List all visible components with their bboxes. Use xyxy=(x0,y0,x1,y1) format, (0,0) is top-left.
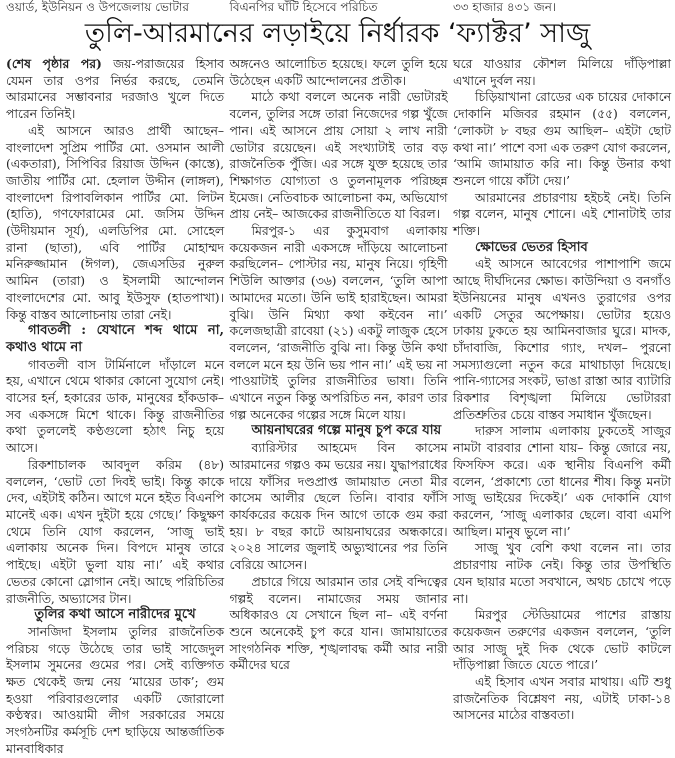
subheading: ক্ষোভের ভেতর হিসাব xyxy=(475,239,588,255)
paragraph: গাবতলী বাস টার্মিনালে দাঁড়ালে মনে হয়, এখানে থেমে থাকার কোনো সুযোগ নেই। বাসের হর্ন, হকারের ডাক, মানুষের হাঁকডাক– সব একসঙ্গে মিশে থাকে। কিন্তু রাজনীতির কথা তুললেই কণ্ঠগুলো হঠাৎ নিচু হয়ে আসে। xyxy=(6,357,224,456)
paragraph: অঙ্গনেও আলোচিত হয়েছে। ফলে তুলি হয়ে উঠেছেন একটি আন্দোলনের প্রতীক। xyxy=(229,57,448,88)
paragraph: মাঠে কথা বললে অনেক নারী ভোটারই বলেন, তুলির সঙ্গে তারা নিজেদের গল্প খুঁজে পান। এই আসনে প্রায় সোয়া ২ লাখ নারী ভোটার রয়েছেন। এই সংখ্যাটাই তার বড় রাজনৈতিক পুঁজি। এর সঙ্গে যুক্ত হয়েছে তার শিক্ষাগত যোগ্যতা ও তুলনামূলক পরিচ্ছন্ন ইমেজ। নেতিবাচক আলোচনা কম, অভিযোগ প্রায় নেই– আজকের রাজনীতিতে যা বিরল। xyxy=(229,90,448,222)
cutoff-text: ওয়ার্ড, ইউনিয়ন ও উপজেলায় ভোটার xyxy=(6,0,189,14)
paragraph: প্রচারে গিয়ে আরমান তার সেই বন্দিত্বের গল্পই বলেন। নামাজের সময় জানার অধিকারও যে সেখানে ছিল না– এই বর্ণনা শুনে অনেকেই চুপ করে যান। জামায়াতের সাংগঠনিক শক্তি, শৃঙ্খলাবদ্ধ কর্মী আর নারী কর্মীদের ঘরে xyxy=(229,574,448,673)
continued-from-label: (শেষ পৃষ্ঠার পর) xyxy=(6,56,102,71)
article-headline: তুলি-আরমানের লড়াইয়ে নির্ধারক ‘ফ্যাক্টর’ সাজু xyxy=(84,18,591,49)
article-column-3 xyxy=(453,56,671,724)
subheading: আয়নাঘরের গল্পে মানুষ চুপ করে যায় xyxy=(251,423,442,439)
paragraph xyxy=(6,56,224,123)
subheading: তুলির কথা আসে নারীদের মুখে xyxy=(34,607,196,623)
article-columns xyxy=(0,56,675,758)
paragraph: ব্যারিস্টার আহমেদ বিন কাসেম আরমানের গল্পও কম ভয়ের নয়। যুদ্ধাপরাধের দায়ে ফাঁসির দণ্ডপ্রাপ্ত জামায়াত নেতা মীর কাসেম আলীর ছেলে তিনি। বাবার ফাঁসি কার্যকরের কয়েক দিন আগে তাকে গুম করা হয়। ৮ বছর কাটে আয়নাঘরের অন্ধকারে। ২০২৪ সালের জুলাই অভ্যুত্থানের পর তিনি বেরিয়ে আসেন। xyxy=(229,441,448,573)
cutoff-text: ৩৩ হাজার ৪৩১ জন। xyxy=(453,0,557,14)
subheading: গাবতলী : যেখানে শব্দ থামে না, কথাও থামে না xyxy=(6,323,224,355)
article-column-2 xyxy=(230,56,448,674)
paragraph: মিরপুর-১ এর কুসুমবাগ এলাকায় কয়েকজন নারী একসঙ্গে দাঁড়িয়ে আলোচনা করছিলেন– পোস্টার নয়, মানুষ নিয়ে। গৃহিণী শিউলি আক্তার (৩৬) বললেন, ‘তুলি আপা আমাদের মতো। উনি ভাই হারাইছেন। আমরা বুঝি। উনি মিথ্যা কথা কইবেন না।’ কলেজছাত্রী রাবেয়া (২১) একটু লাজুক হেসে বললেন, ‘রাজনীতি বুঝি না। কিন্তু উনি কথা বললে মনে হয় উনি ভয় পান না।’ এই ভয় না পাওয়াটাই তুলির রাজনীতির ভাষা। তিনি এখানে নতুন কিন্তু অপরিচিত নন, কারণ তার গল্প অনেকের গল্পের সঙ্গে মিলে যায়। xyxy=(229,224,448,422)
article-column-1 xyxy=(6,56,224,758)
paragraph: রিকশাচালক আবদুল করিম (৪৮) বললেন, ‘ভোট তো দিবই ভাই। কিন্তু কাকে দেব, এইটাই কঠিন। আগে মনে হইত বিএনপি মানেই এক। এখন দুইটা হয়ে গেছে।’ কিছুক্ষণ থেমে তিনি যোগ করলেন, ‘সাজু ভাই এলাকায় অনেক দিন। বিপদে মানুষ তারে পাইছে। এইটা ভুলা যায় না।’ এই কথার ভেতর কোনো স্লোগান নেই। আছে পরিচিতির রাজনীতি, অভ্যাসের টান। xyxy=(6,457,224,606)
previous-article-cutoff-line xyxy=(0,0,675,14)
paragraph: ঘরে যাওয়ার কৌশল মিলিয়ে দাঁড়িপাল্লা এখানে দুর্বল নয়। xyxy=(453,57,671,88)
paragraph: এই হিসাব এখন সবার মাথায়। এটি শুধু রাজনৈতিক বিশ্লেষণ নয়, এটাই ঢাকা-১৪ আসনের মাঠের বাস্তবতা। xyxy=(453,675,671,723)
paragraph: আরমানের প্রচারণায় হইচই নেই। তিনি গল্প বলেন, মানুষ শোনে। এই শোনাটাই তার শক্তি। xyxy=(453,190,671,239)
paragraph: সানজিদা ইসলাম তুলির রাজনৈতিক পরিচয় গড়ে উঠেছে তার ভাই সাজেদুল ইসলাম সুমনের গুমের পর। সেই ব্যক্তিগত ক্ষত থেকেই জন্ম নেয় ‘মায়ের ডাক’; গুম হওয়া পরিবারগুলোর একটি জোরালো কণ্ঠস্বর। আওয়ামী লীগ সরকারের সময়ে সংগঠনটির কর্মসূচি দেশ ছাড়িয়ে আন্তর্জাতিক মানবাধিকার xyxy=(6,624,224,756)
paragraph: এই আসনে আবেগের পাশাপাশি জমে আছে দীর্ঘদিনের ক্ষোভ। কাউন্দিয়া ও বনগাঁও ইউনিয়নের মানুষ এখনও তুরাগের ওপর একটি সেতুর অপেক্ষায়। ভোটার হয়েও ঢাকায় ঢুকতে হয় আমিনবাজার ঘুরে। মাদক, চাঁদাবাজি, কিশোর গ্যাং, দখল– পুরনো সমস্যাগুলো নতুন করে মাথাচাড়া দিয়েছে। পানি-গ্যাসের সংকট, ভাঙা রাস্তা আর ব্যাটারি রিকশার বিশৃঙ্খলা মিলিয়ে ভোটাররা প্রতিশ্রুতির চেয়ে বাস্তব সমাধান খুঁজছেন। xyxy=(453,257,671,422)
paragraph: এই আসনে আরও প্রার্থী আছেন– বাংলাদেশ সুপ্রিম পার্টির মো. ওসমান আলী (একতারা), সিপিবির রিয়াজ উদ্দিন (কাস্তে), জাতীয় পার্টির মো. হেলাল উদ্দীন (লাঙ্গল), বাংলাদেশ রিপাবলিকান পার্টির মো. লিটন (হাতি), গণফোরামের মো. জসিম উদ্দিন (উদীয়মান সূর্য), এলডিপির মো. সোহেল রানা (ছাতা), এবি পার্টির মোহাম্মদ মনিরুজ্জামান (ঈগল), জেএসডির নুরুল আমিন (তারা) ও ইসলামী আন্দোলন বাংলাদেশের মো. আবু ইউসুফ (হাতপাখা)। কিন্তু বাস্তব আলোচনায় তারা নেই। xyxy=(6,123,224,322)
paragraph-text: জয়-পরাজয়ের হিসাব যেমন তার ওপর নির্ভর করছে, তেমনি আরমানের সম্ভাবনার দরজাও খুলে দিতে পারেন তিনিই। xyxy=(6,57,224,122)
paragraph: চিড়িয়াখানা রোডের এক চায়ের দোকানে দোকানি মজিবর রহমান (৫৫) বললেন, ‘লোকটা ৮ বছর গুম আছিল– এইটা ছোট কথা না।’ পাশে বসা এক তরুণ যোগ করলেন, ‘আমি জামায়াত করি না। কিন্তু উনার কথা শুনলে গায়ে কাঁটা দেয়।’ xyxy=(453,90,671,188)
paragraph: মিরপুর স্টেডিয়ামের পাশের রাস্তায় কয়েকজন তরুণের একজন বললেন, ‘তুলি আর সাজু দুই দিক থেকে ভোট কাটলে দাঁড়িপাল্লা জিতে যেতে পারে।’ xyxy=(453,608,671,673)
paragraph: দারুস সালাম এলাকায় ঢুকতেই সাজুর নামটা বারবার শোনা যায়– কিন্তু জোরে নয়, ফিসফিস করে। এক স্থানীয় বিএনপি কর্মী বলেন, ‘প্রকাশ্যে তো ধানের শীষ। কিন্তু মনটা সাজু ভাইয়ের দিকেই।’ এক দোকানি যোগ করলেন, ‘সাজু এলাকার ছেলে। বাবা এমপি আছিল। মানুষ ভুলে না।’ xyxy=(453,424,671,539)
paragraph: সাজু খুব বেশি কথা বলেন না। তার প্রচারণায় নাটক নেই। কিন্তু তার উপস্থিতি যেন ছায়ার মতো সবখানে, অথচ চোখে পড়ে না। xyxy=(453,541,671,606)
cutoff-text: বিএনপির ঘাঁটি হিসেবে পরিচিত xyxy=(229,0,378,14)
